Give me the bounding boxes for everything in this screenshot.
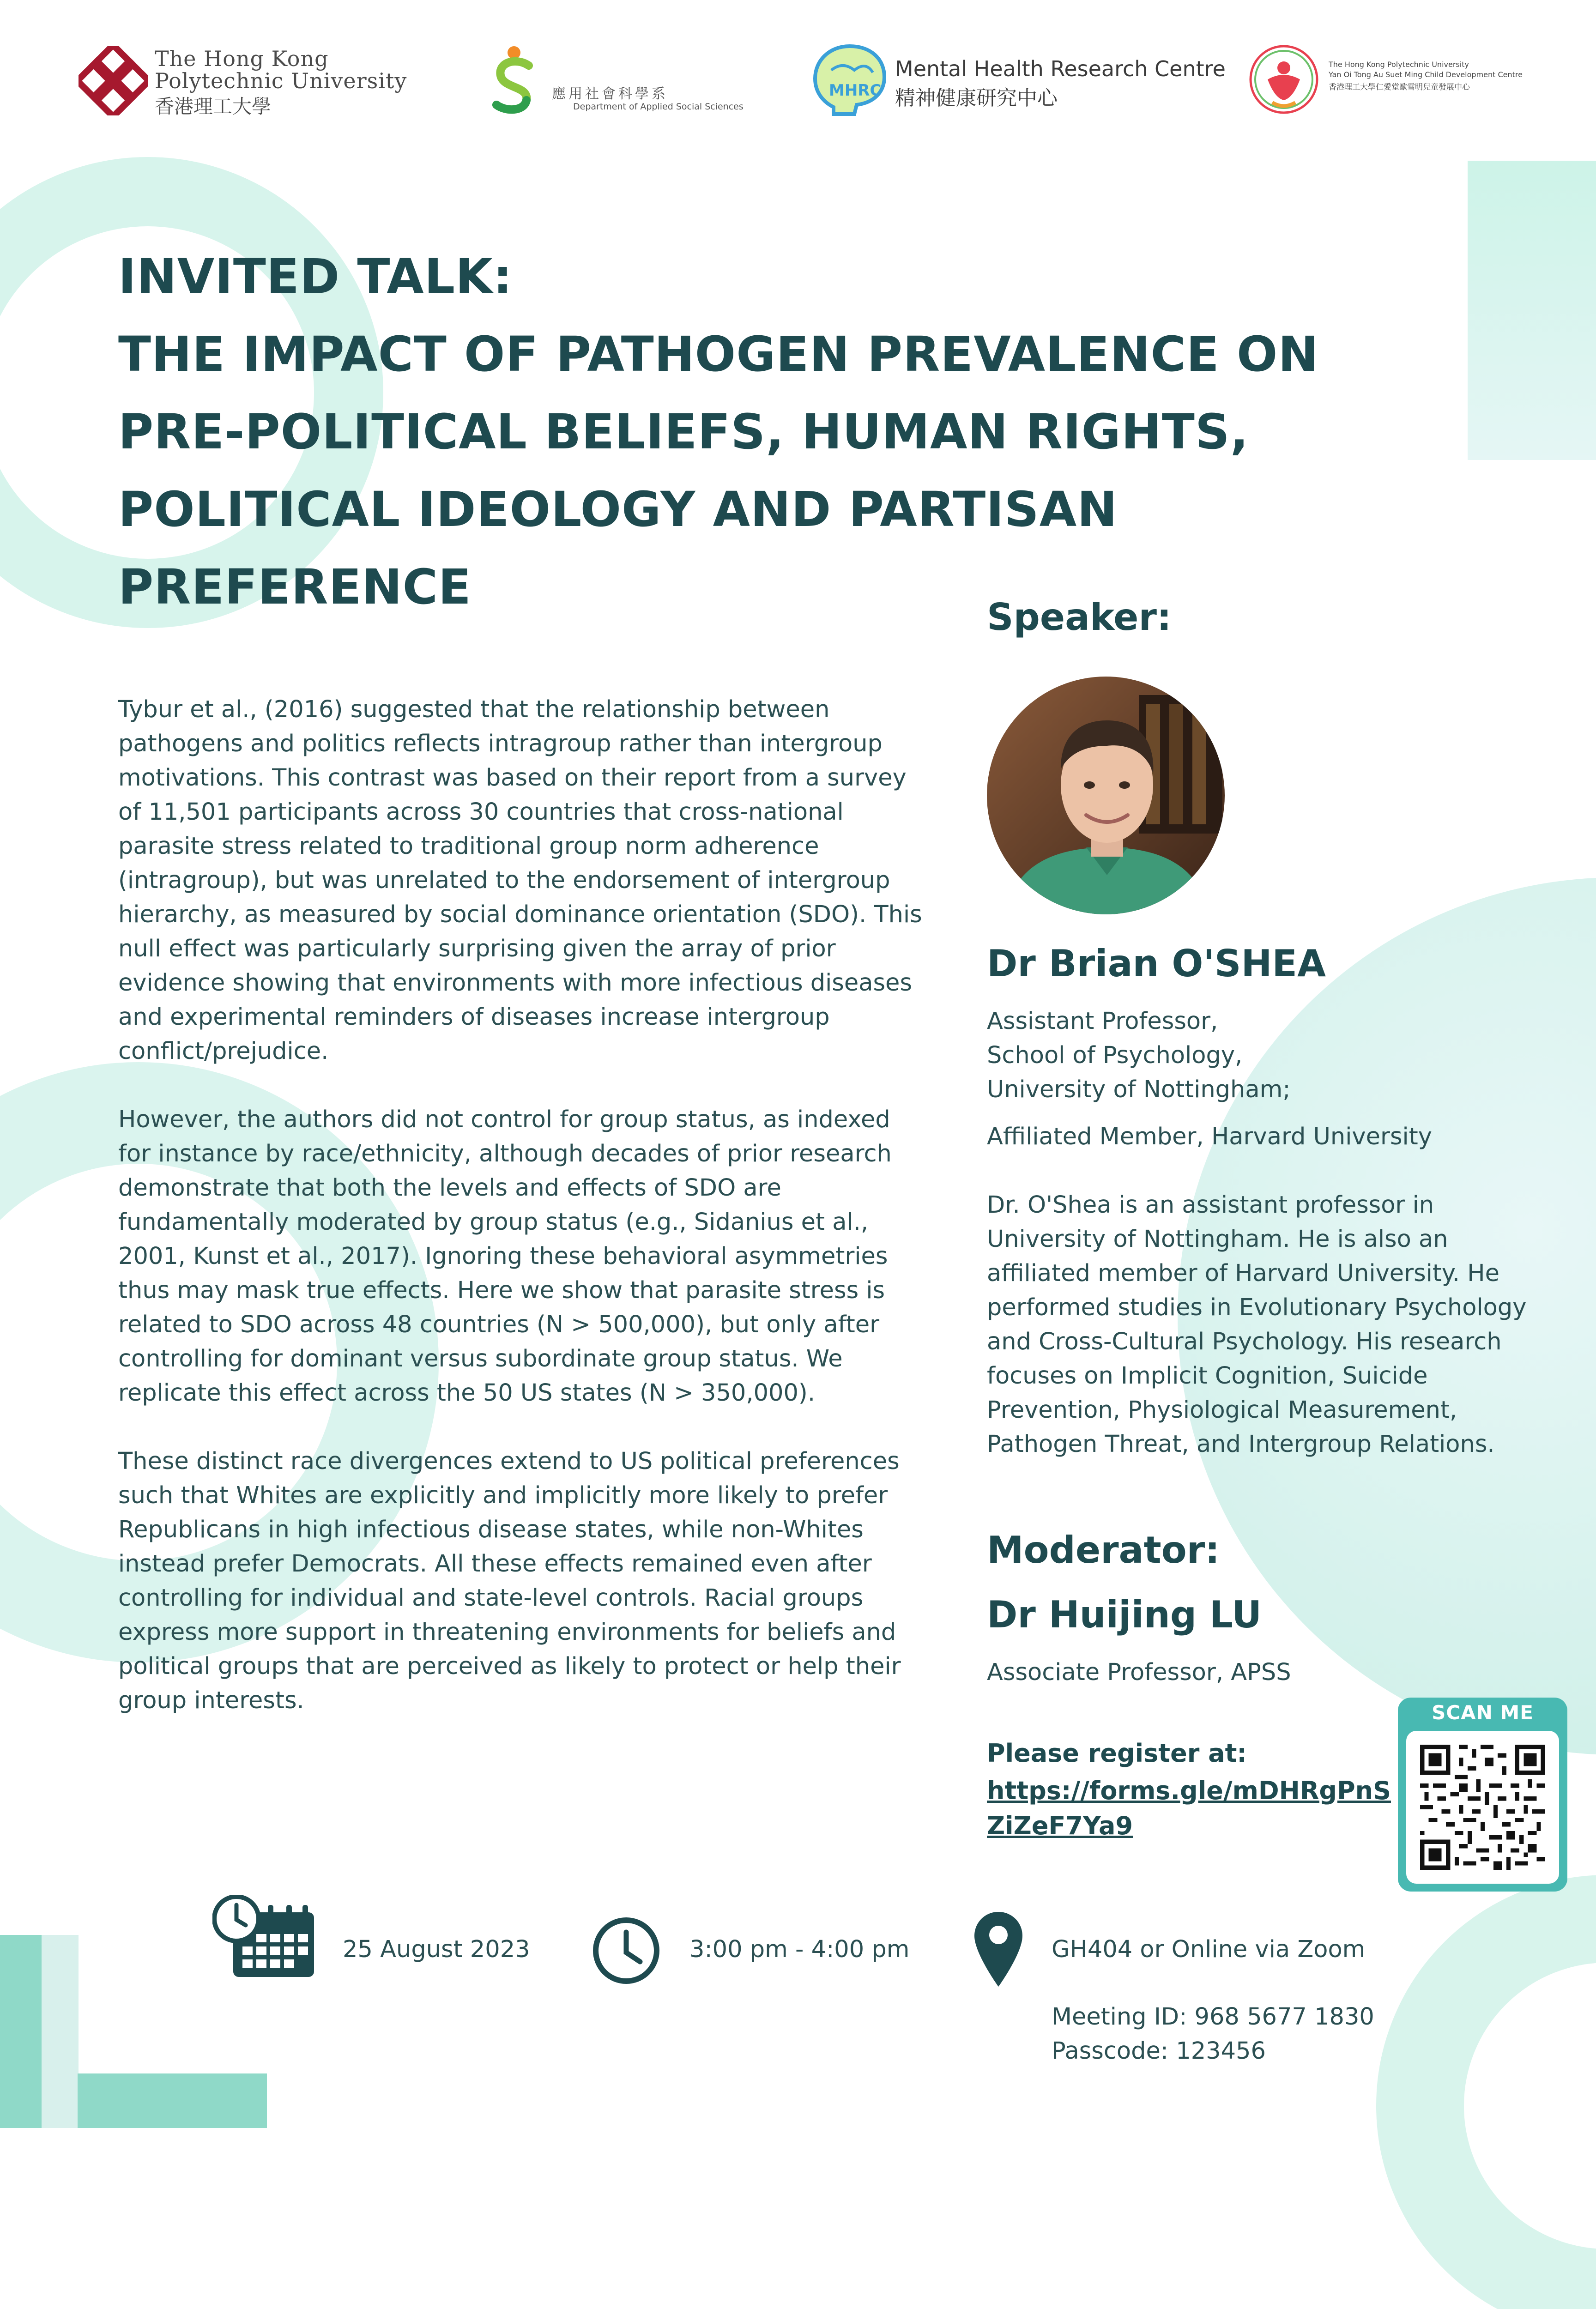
child-centre-logo <box>1247 42 1523 121</box>
speaker-heading: Speaker: <box>987 596 1172 639</box>
title-line: THE IMPACT OF PATHOGEN PREVALENCE ON <box>118 326 1319 382</box>
polyu-emblem-icon <box>79 46 148 115</box>
zoom-passcode: Passcode: 123456 <box>1052 2037 1266 2065</box>
polyu-name-line1: The Hong Kong <box>155 46 329 71</box>
polyu-logo <box>79 46 457 120</box>
mhrc-logo <box>810 42 1226 121</box>
mhrc-name-chinese: 精神健康研究中心 <box>895 86 1058 110</box>
mhrc-brain-icon <box>810 42 889 116</box>
qr-code[interactable] <box>1406 1731 1559 1884</box>
registration-label: Please register at: <box>987 1739 1247 1768</box>
child-centre-emblem-icon <box>1247 42 1321 116</box>
mhrc-badge: MHRC <box>829 81 882 100</box>
qr-scan-label: SCAN ME <box>1432 1701 1534 1724</box>
title-line: PREFERENCE <box>118 559 472 615</box>
affiliation-line: Assistant Professor, <box>987 1008 1218 1035</box>
calendar-clock-icon <box>212 1895 316 1980</box>
clock-icon <box>592 1916 660 1985</box>
abstract <box>118 693 926 1752</box>
decor-rect-bottom-left-dark <box>0 1935 42 2128</box>
decor-rect-top-right <box>1468 161 1596 460</box>
moderator-name: Dr Huijing LU <box>987 1593 1262 1636</box>
speaker-name: Dr Brian O'SHEA <box>987 942 1326 985</box>
apss-logo <box>483 42 778 121</box>
abstract-paragraph: Tybur et al., (2016) suggested that the relationship between pathogens and politics reflects intragroup rather than intergroup motivations. This contrast was based on their report from a survey of 11,501 participants across 30 countries that cross-national parasite stress related to traditional group norm adherence (intragroup), but was unrelated to the endorsement of intergroup hierarchy, as measured by social dominance orientation (SDO). This null effect was particularly surprising given the array of prior evidence showing that environments with more infectious diseases and experimental reminders of diseases increase intergroup conflict/prejudice. <box>118 696 922 1065</box>
abstract-paragraph: These distinct race divergences extend to US political preferences such that Whites are explicitly and implicitly more likely to prefer Republicans in high infectious disease states, while non-Whites instead prefer Democrats. All these effects remained even after controlling for individual and state-level controls. Racial groups express more support in threatening environments for beliefs and political groups that are perceived as likely to protect or help their group interests. <box>118 1448 901 1714</box>
title-line: PRE-POLITICAL BELIEFS, HUMAN RIGHTS, <box>118 404 1249 460</box>
qr-code-icon <box>1420 1745 1545 1870</box>
page-title <box>118 238 1448 626</box>
event-date: 25 August 2023 <box>343 1936 530 1963</box>
child-centre-line2: Yan Oi Tong Au Suet Ming Child Development Centre <box>1329 70 1523 79</box>
event-time: 3:00 pm - 4:00 pm <box>689 1936 910 1963</box>
registration-link[interactable]: https://forms.gle/mDHRgPnSZiZeF7Ya9 <box>987 1776 1391 1840</box>
apss-name-chinese: 應用社會科學系 <box>552 86 668 102</box>
speaker-photo <box>987 677 1225 914</box>
affiliation-line: University of Nottingham; <box>987 1076 1291 1103</box>
child-centre-line3: 香港理工大學仁愛堂歐雪明兒童發展中心 <box>1329 83 1470 92</box>
decor-rect-bottom-strip <box>78 2073 267 2128</box>
zoom-meeting-id: Meeting ID: 968 5677 1830 <box>1052 2003 1374 2031</box>
apss-emblem-icon <box>483 42 552 116</box>
moderator-heading: Moderator: <box>987 1529 1220 1572</box>
speaker-bio: Dr. O'Shea is an assistant professor in University of Nottingham. He is also an affiliated member of Harvard University. He performed studies in Evolutionary Psychology and Cross-Cultural Psychology. His research focuses on Implicit Cognition, Suicide Prevention, Physiological Measurement, Pathogen Threat, and Intergroup Relations. <box>987 1191 1527 1458</box>
apss-name-english: Department of Applied Social Sciences <box>573 102 744 112</box>
mhrc-name-english: Mental Health Research Centre <box>895 56 1226 81</box>
abstract-paragraph: However, the authors did not control for group status, as indexed for instance by race/ethnicity, although decades of prior research demonstrate that both the levels and effects of SDO are fundamentally moderated by group status (e.g., Sidanius et al., 2001, Kunst et al., 2017). Ignoring these behavioral asymmetries thus may mask true effects. Here we show that parasite stress is related to SDO across 48 countries (N > 500,000), but only after controlling for dominant versus subordinate group status. We replicate this effect across the 50 US states (N > 350,000). <box>118 1106 892 1407</box>
location-pin-icon <box>974 1912 1022 1987</box>
title-line: INVITED TALK: <box>118 248 513 305</box>
speaker-portrait-icon <box>987 677 1225 914</box>
speaker-affiliation <box>987 1004 1291 1107</box>
title-line: POLITICAL IDEOLOGY AND PARTISAN <box>118 481 1118 538</box>
moderator-title: Associate Professor, APSS <box>987 1659 1291 1686</box>
polyu-name-line2: Polytechnic University <box>155 68 407 93</box>
child-centre-line1: The Hong Kong Polytechnic University <box>1329 60 1469 69</box>
speaker-affiliation-secondary: Affiliated Member, Harvard University <box>987 1123 1432 1150</box>
event-venue: GH404 or Online via Zoom <box>1052 1936 1366 1963</box>
qr-code-card[interactable] <box>1398 1698 1567 1892</box>
affiliation-line: School of Psychology, <box>987 1042 1243 1069</box>
polyu-name-chinese: 香港理工大學 <box>155 95 272 118</box>
decor-ring-bottom-right <box>1376 1875 1596 2309</box>
